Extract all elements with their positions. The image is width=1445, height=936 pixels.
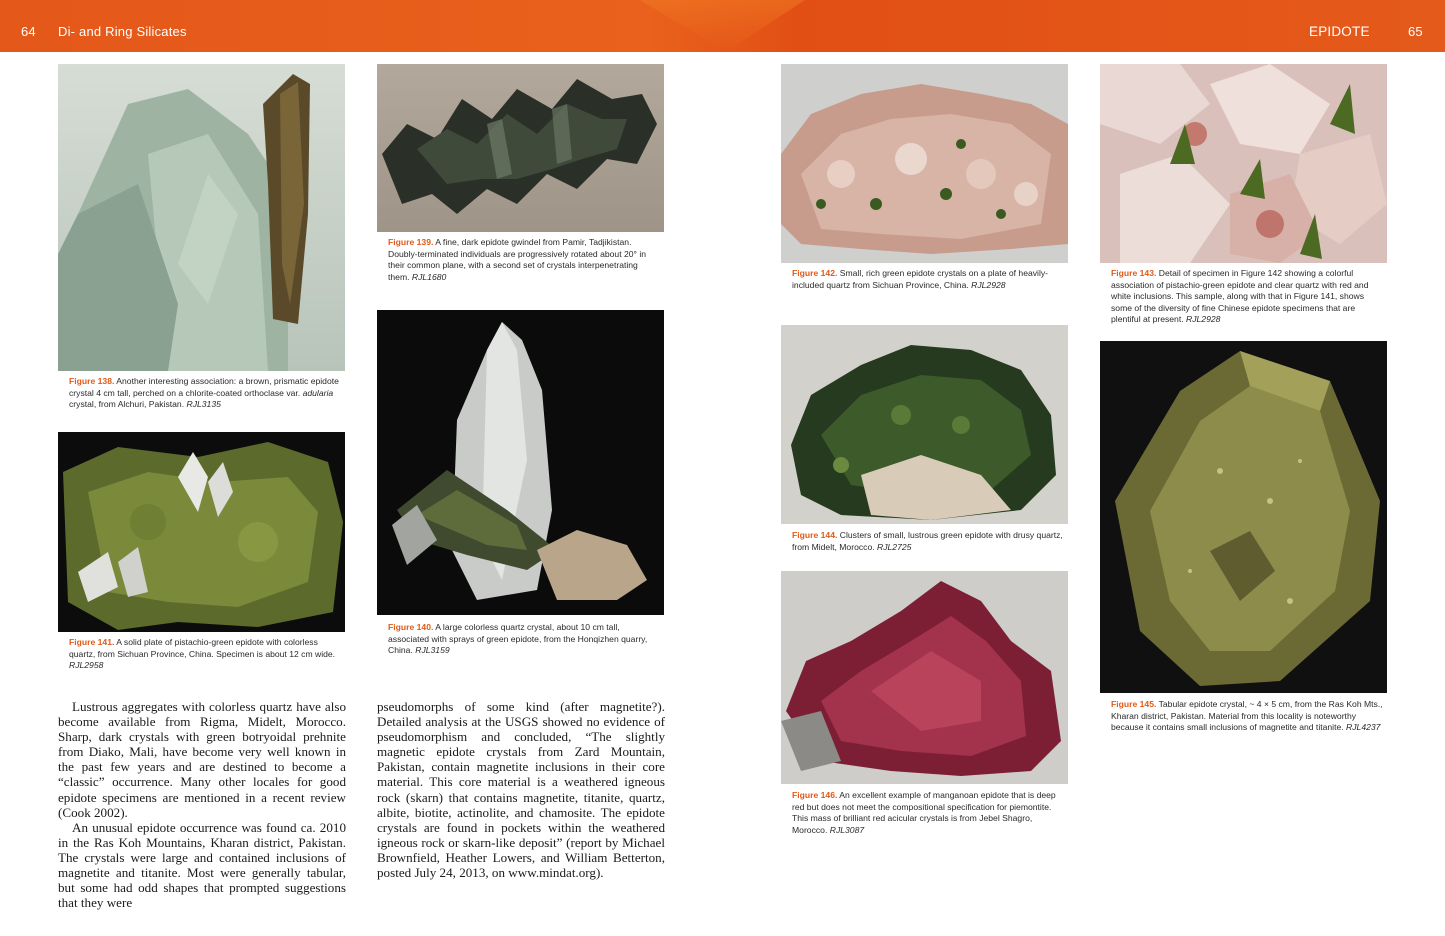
caption-text: Another interesting association: a brown, prismatic epidote crystal 4 cm tall, perched on a chlorite-coated orthoclase var. <box>69 376 339 398</box>
figure-label: Figure 142. <box>792 268 838 278</box>
caption-text: Detail of specimen in Figure 142 showing a colorful association of pistachio-green epidote and clear quartz with red and white inclusions. This sample, along with that in Figure 141, shows some of the diversity of fine Chinese epidote specimens that are plentiful at present. <box>1111 268 1369 325</box>
catalog-number: RJL1680 <box>411 271 447 282</box>
catalog-number: RJL3135 <box>186 399 221 410</box>
figure-145-photo <box>1100 341 1387 693</box>
figure-label: Figure 141. <box>69 637 115 647</box>
figure-label: Figure 140. <box>388 622 434 632</box>
body-column-2 <box>377 699 665 880</box>
figure-label: Figure 146. <box>792 790 838 800</box>
page-header-band <box>0 0 1445 52</box>
figure-label: Figure 138. <box>69 376 115 386</box>
left-section-title: Di- and Ring Silicates <box>58 24 187 39</box>
caption-text: Tabular epidote crystal, ~ 4 × 5 cm, from the Ras Koh Mts., Kharan district, Pakistan. Material from this locality is noteworthy because it contains small inclusions of magnetite and titanite. <box>1111 699 1383 733</box>
catalog-number: RJL2928 <box>1186 314 1221 325</box>
catalog-number: RJL4237 <box>1346 722 1381 733</box>
caption-text: Small, rich green epidote crystals on a plate of heavily-included quartz from Sichuan Province, China. <box>792 268 1049 290</box>
figure-139-caption <box>388 237 660 283</box>
catalog-number: RJL3159 <box>415 645 450 656</box>
caption-text: A solid plate of pistachio-green epidote with colorless quartz, from Sichuan Province, China. Specimen is about 12 cm wide. <box>69 637 336 659</box>
body-paragraph: pseudomorphs of some kind (after magnetite?). Detailed analysis at the USGS showed no evidence of pseudomorphism and concluded, “The slightly magnetic epidote crystals from Zard Mountain, Pakistan, contain magnetite inclusions in their core material. This core material is a weathered igneous rock (skarn) that contains magnetite, titanite, quartz, albite, biotite, actinolite, and chamosite. The epidote crystals are found in pockets within the weathered igneous rock or skarn-like deposit” (report by Michael Brownfield, Heather Lowers, and William Betterton, posted July 24, 2013, on www.mindat.org). <box>377 699 665 881</box>
catalog-number: RJL2958 <box>69 660 104 671</box>
figure-144-caption <box>792 530 1064 553</box>
figure-label: Figure 143. <box>1111 268 1157 278</box>
figure-138-caption <box>69 376 341 411</box>
figure-label: Figure 145. <box>1111 699 1157 709</box>
figure-146-caption <box>792 790 1064 836</box>
caption-text: Clusters of small, lustrous green epidote with drusy quartz, from Midelt, Morocco. <box>792 530 1063 552</box>
caption-text: crystal, from Alchuri, Pakistan. <box>69 399 187 410</box>
figure-146-photo <box>781 571 1068 784</box>
caption-italic-term: adularia <box>302 387 334 398</box>
figure-141-caption <box>69 637 341 672</box>
figure-141-photo <box>58 432 345 632</box>
catalog-number: RJL2928 <box>971 279 1006 290</box>
catalog-number: RJL2725 <box>877 541 912 552</box>
right-page-number: 65 <box>1408 24 1423 39</box>
figure-140-caption <box>388 622 660 657</box>
figure-142-photo <box>781 64 1068 263</box>
body-paragraph: Lustrous aggregates with colorless quartz have also become available from Rigma, Midelt, Morocco. Sharp, dark crystals with green botryoidal prehnite from Diako, Mali, have become very well known in the past few years and are destined to become a “classic” occurrence. Many other locales for good epidote specimens are mentioned in a recent review (Cook 2002). <box>58 699 346 820</box>
figure-label: Figure 144. <box>792 530 838 540</box>
caption-text: A large colorless quartz crystal, about 10 cm tall, associated with sprays of green epidote, from the Honqizhen quarry, China. <box>388 622 648 656</box>
figure-140-photo <box>377 310 664 615</box>
figure-145-caption <box>1111 699 1383 734</box>
figure-143-caption <box>1111 268 1383 326</box>
figure-138-photo <box>58 64 345 371</box>
left-page-number: 64 <box>21 24 36 39</box>
figure-142-caption <box>792 268 1064 291</box>
caption-text: A fine, dark epidote gwindel from Pamir, Tadjikistan. Doubly-terminated individuals are progressively rotated about 20° in their common plane, with a second set of crystals interpenetrating them. <box>388 237 647 282</box>
figure-139-photo <box>377 64 664 232</box>
right-section-title: EPIDOTE <box>1309 24 1370 39</box>
caption-text: An excellent example of manganoan epidote that is deep red but does not meet the compositional specification for piemontite. This mass of brilliant red acicular crystals is from Jebel Shagro, Morocco. <box>792 790 1056 835</box>
body-column-1 <box>58 699 346 910</box>
header-center-notch <box>640 0 805 52</box>
figure-143-photo <box>1100 64 1387 263</box>
body-paragraph: An unusual epidote occurrence was found ca. 2010 in the Ras Koh Mountains, Kharan district, Pakistan. The crystals were large and contained inclusions of magnetite and titanite. Most were generally tabular, but some had odd shapes that prompted suggestions that they were <box>58 819 346 911</box>
figure-144-photo <box>781 325 1068 524</box>
figure-label: Figure 139. <box>388 237 434 247</box>
catalog-number: RJL3087 <box>829 824 865 835</box>
